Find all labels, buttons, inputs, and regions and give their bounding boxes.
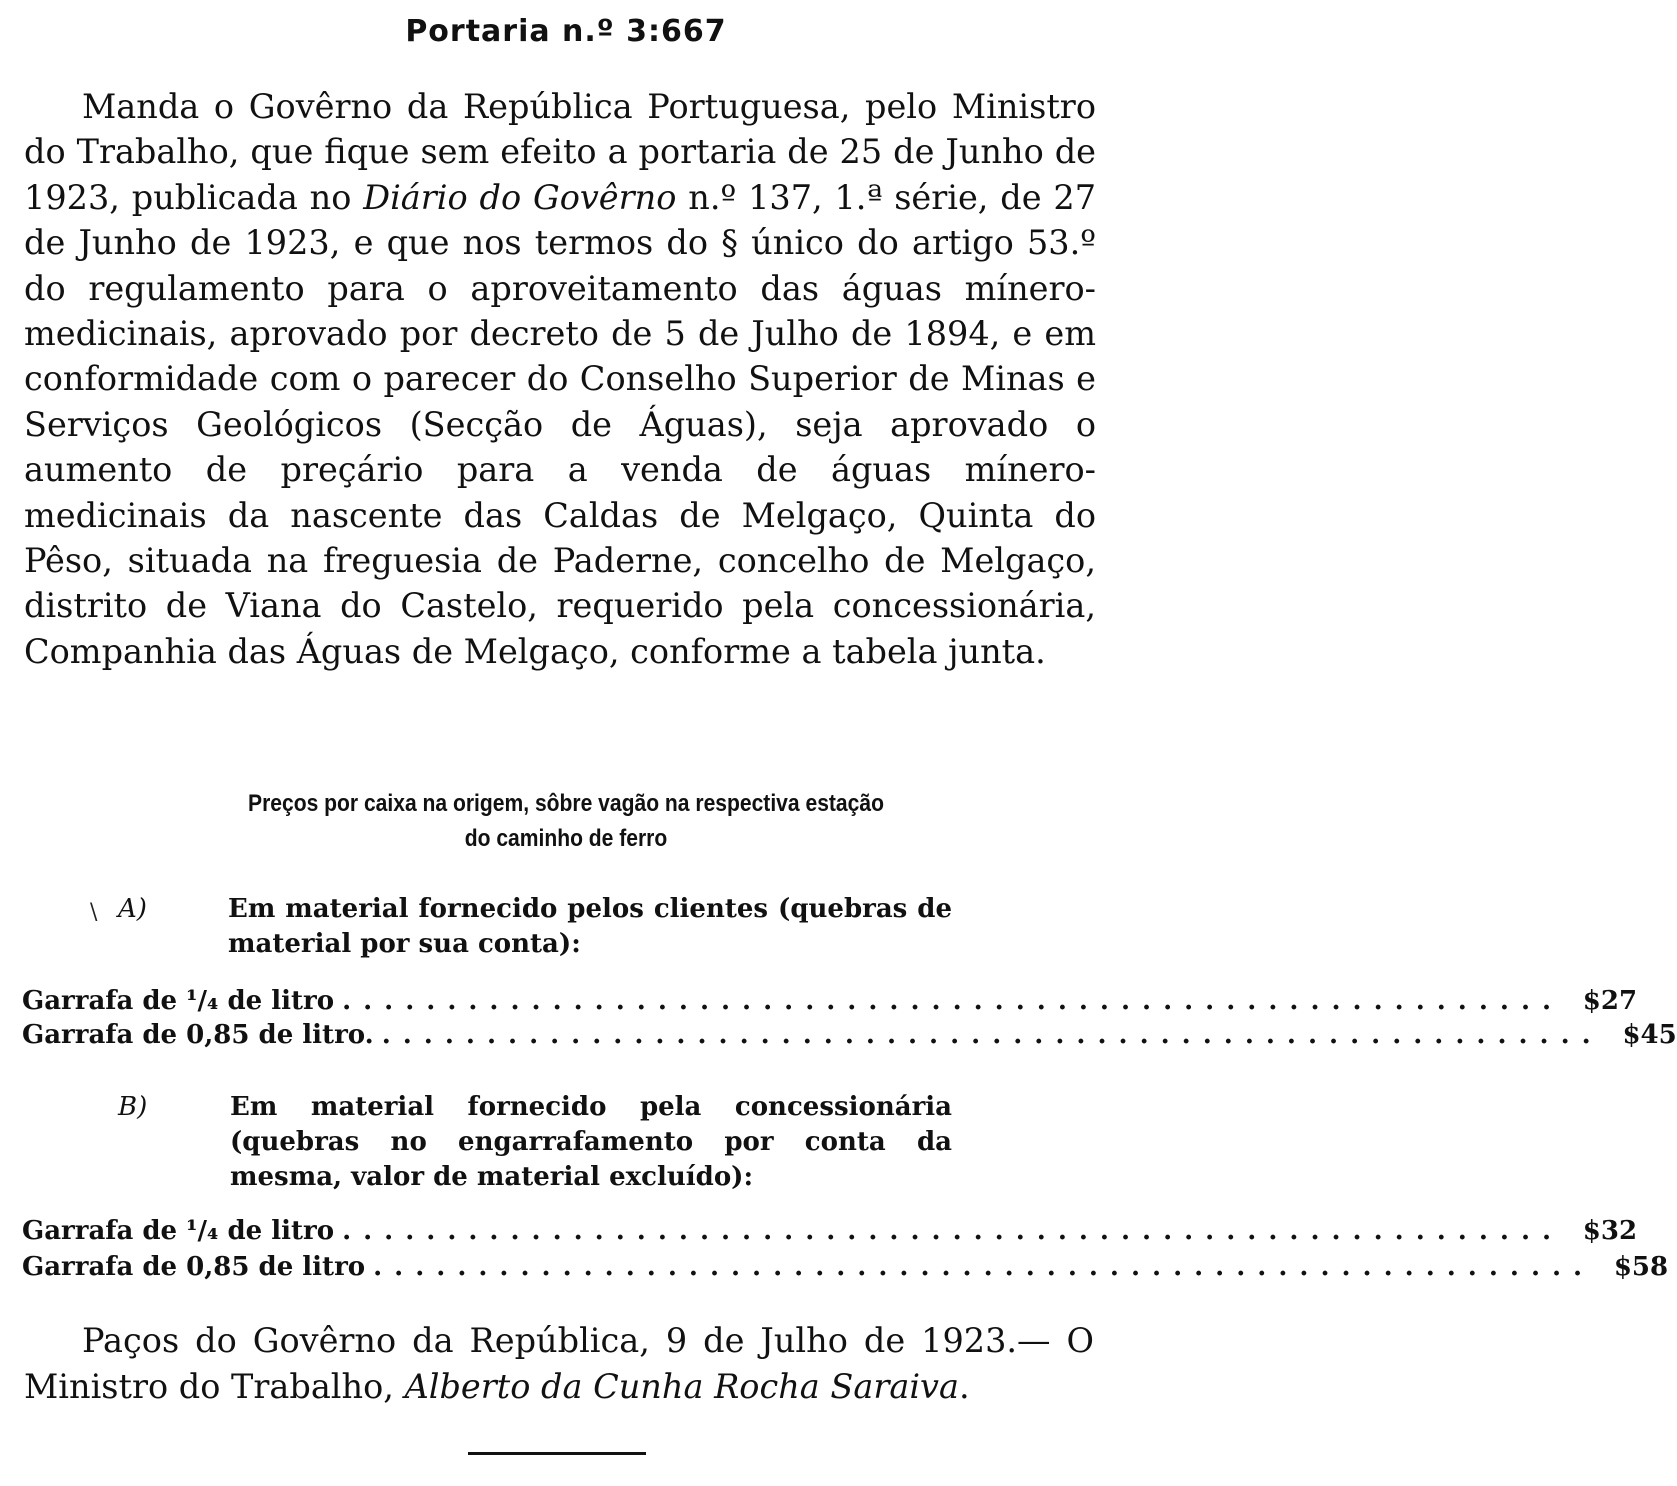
price-row (22, 1018, 1677, 1052)
price-row-value: $45 (1622, 1020, 1677, 1050)
section-a-letter: A) (118, 894, 147, 924)
section-b-text: Em material fornecido pela concessionária (quebras no engarrafamento por conta da mesma, valor de material excluído): (230, 1092, 952, 1192)
table-heading (79, 786, 1053, 856)
section-b-heading (118, 1090, 952, 1195)
dot-leader: .......................................................... (342, 986, 1564, 1016)
document-title: Portaria n.º 3:667 (405, 14, 727, 49)
price-row-value: $32 (1582, 1216, 1638, 1246)
margin-mark: \ (90, 900, 98, 925)
price-row (22, 984, 1638, 1018)
price-row-label: Garrafa de 0,85 de litro (22, 1252, 366, 1282)
body-text-part1: Manda o Govêrno da República Portuguesa, pelo Ministro do Trabalho, que fique sem efeito a portaria de 25 de Junho de 1923, publicada no (24, 87, 1096, 217)
price-row (22, 1214, 1638, 1248)
section-a-text: Em material fornecido pelos clientes (quebras de material por sua conta): (228, 894, 952, 959)
publication-name: Diário do Govêrno (363, 177, 677, 217)
body-paragraph (24, 84, 1096, 674)
price-row-label: Garrafa de 0,85 de litro. (22, 1020, 374, 1050)
section-divider (468, 1452, 646, 1455)
body-text-part2: n.º 137, 1.ª série, de 27 de Junho de 1923, e que nos termos do § único do artigo 53.º do regulamento para o aproveitamento das águas mínero-medicinais, aprovado por decreto de 5 de Julho de 1894, e em conformidade com o parecer do Conselho Superior de Minas e Serviços Geológicos (Secção de Águas), seja aprovado o aumento de preçário para a venda de águas mínero-medicinais da nascente das Caldas de Melgaço, Quinta do Pêso, situada na freguesia de Paderne, concelho de Melgaço, distrito de Viana do Castelo, requerido pela concessionária, Companhia das Águas de Melgaço, conforme a tabela junta. (24, 177, 1097, 671)
price-row-label: Garrafa de ¹/₄ de litro (22, 986, 335, 1016)
dot-leader: .......................................................... (373, 1252, 1595, 1282)
signatory-name: Alberto da Cunha Rocha Saraiva (404, 1367, 959, 1406)
table-heading-line2: do caminho de ferro (464, 825, 668, 852)
price-row-value: $58 (1613, 1252, 1669, 1282)
price-row (22, 1250, 1669, 1284)
dot-leader: .......................................................... (342, 1216, 1564, 1246)
price-row-label: Garrafa de ¹/₄ de litro (22, 1216, 335, 1246)
closing-text: Paços do Govêrno da República, 9 de Julho de 1923.— O Ministro do Trabalho, (24, 1321, 1094, 1406)
closing-end: . (958, 1367, 970, 1406)
section-b-letter: B) (118, 1092, 148, 1122)
closing-paragraph (24, 1318, 1094, 1410)
section-a-heading (118, 892, 952, 962)
price-row-value: $27 (1582, 986, 1638, 1016)
dot-leader: .......................................................... (381, 1020, 1603, 1050)
table-heading-line1: Preços por caixa na origem, sôbre vagão na respectiva estação (248, 790, 884, 817)
